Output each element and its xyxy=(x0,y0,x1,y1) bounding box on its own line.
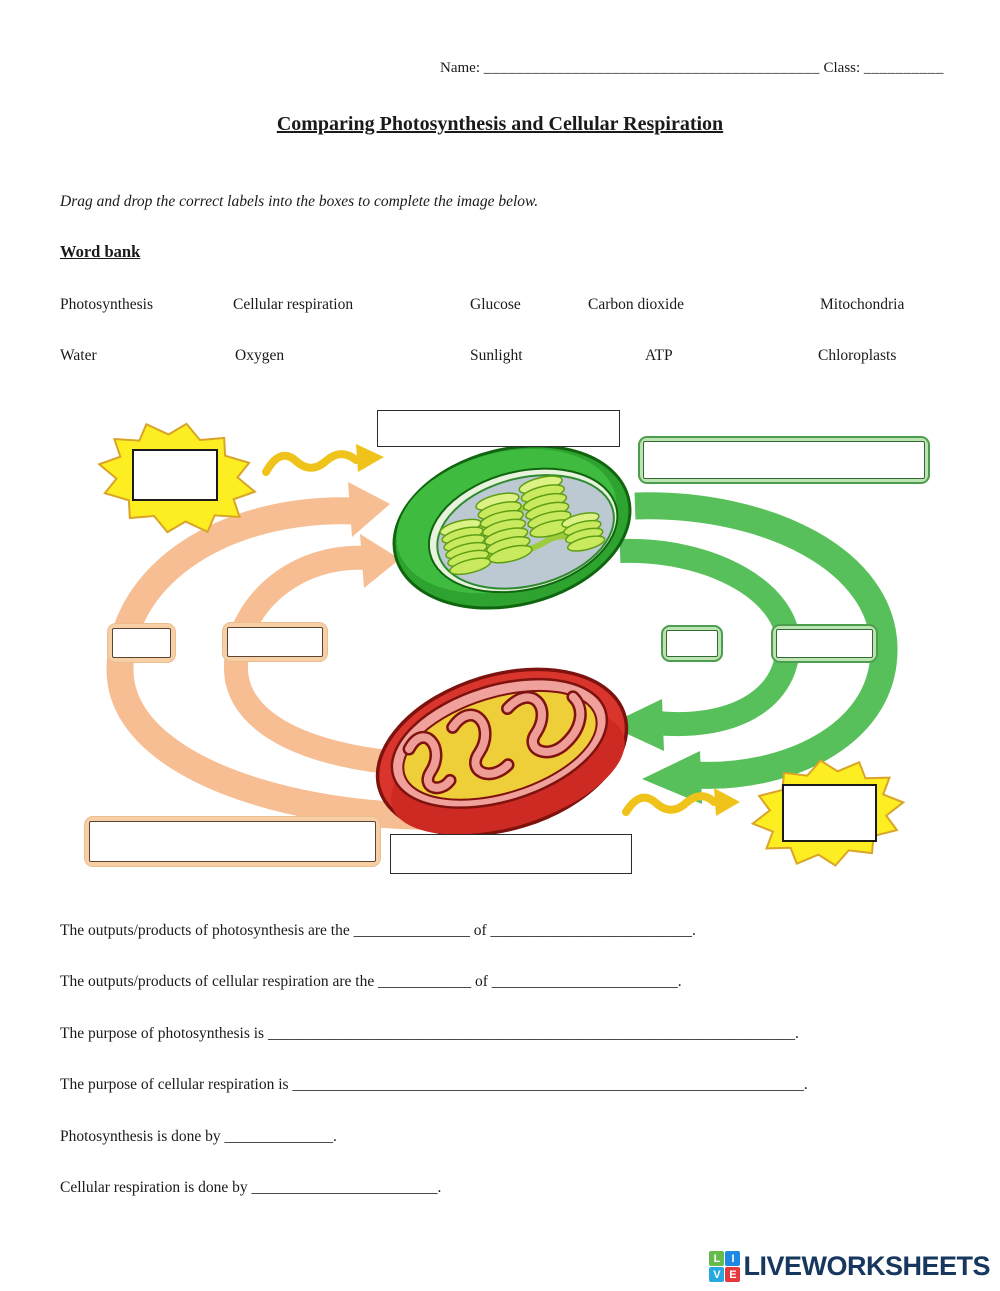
chloroplast-illustration xyxy=(377,422,648,631)
name-blank[interactable]: __________________________________________ xyxy=(483,60,820,76)
word-bank-item-oxygen[interactable]: Oxygen xyxy=(235,347,285,364)
question-line-photosynthesis-purpose[interactable]: The purpose of photosynthesis is ____________________________________________________________________. xyxy=(60,1025,799,1042)
drop-box-left-wide[interactable] xyxy=(222,622,328,662)
name-label: Name: xyxy=(440,60,480,76)
logo-tile-i: I xyxy=(725,1251,740,1266)
question-line-photosynthesis-outputs[interactable]: The outputs/products of photosynthesis are the _______________ of __________________________. xyxy=(60,922,696,939)
word-bank-item-sunlight[interactable]: Sunlight xyxy=(470,347,523,364)
logo-tile-e: E xyxy=(725,1267,740,1282)
word-bank-item-glucose[interactable]: Glucose xyxy=(470,296,521,313)
drop-box-right-wide[interactable] xyxy=(771,624,878,663)
mitochondria-illustration xyxy=(357,641,647,863)
logo-tile-v: V xyxy=(709,1267,724,1282)
drop-box-left-small[interactable] xyxy=(107,623,176,663)
class-label: Class: xyxy=(823,60,861,76)
class-blank[interactable]: __________ xyxy=(863,60,944,76)
logo-tile-l: L xyxy=(709,1251,724,1266)
word-bank-item-water[interactable]: Water xyxy=(60,347,97,364)
drop-box-bottom-left[interactable] xyxy=(84,816,381,867)
word-bank-item-photosynthesis[interactable]: Photosynthesis xyxy=(60,296,154,313)
name-class-line xyxy=(440,60,944,77)
instruction-text: Drag and drop the correct labels into the boxes to complete the image below. xyxy=(60,193,539,210)
word-bank-item-mitochondria[interactable]: Mitochondria xyxy=(820,296,905,313)
liveworksheets-logo[interactable] xyxy=(709,1251,990,1282)
word-bank-item-carbon-dioxide[interactable]: Carbon dioxide xyxy=(588,296,684,313)
question-line-photosynthesis-done-by[interactable]: Photosynthesis is done by ______________. xyxy=(60,1128,337,1145)
liveworksheets-logo-icon xyxy=(709,1251,740,1282)
logo-wordmark: LIVEWORKSHEETS xyxy=(743,1251,990,1281)
drop-box-top-right[interactable] xyxy=(638,436,930,484)
drop-box-right-small[interactable] xyxy=(661,625,723,662)
word-bank-item-chloroplasts[interactable]: Chloroplasts xyxy=(818,347,897,364)
question-line-respiration-outputs[interactable]: The outputs/products of cellular respiration are the ____________ of ________________________. xyxy=(60,973,682,990)
word-bank-item-cellular-respiration[interactable]: Cellular respiration xyxy=(233,296,354,313)
drop-box-bottom-center[interactable] xyxy=(390,834,632,874)
drop-box-top-center[interactable] xyxy=(377,410,620,447)
cycle-diagram xyxy=(60,400,940,880)
drop-box-sun-top[interactable] xyxy=(132,449,218,501)
word-bank-item-atp[interactable]: ATP xyxy=(645,347,673,364)
page-title: Comparing Photosynthesis and Cellular Respiration xyxy=(276,113,724,135)
sunlight-wavy-arrow xyxy=(266,444,384,472)
question-line-respiration-purpose[interactable]: The purpose of cellular respiration is __________________________________________________________________. xyxy=(60,1076,808,1093)
word-bank-heading: Word bank xyxy=(60,242,141,261)
drop-box-sun-bottom[interactable] xyxy=(782,784,877,842)
question-line-respiration-done-by[interactable]: Cellular respiration is done by ________________________. xyxy=(60,1179,442,1196)
